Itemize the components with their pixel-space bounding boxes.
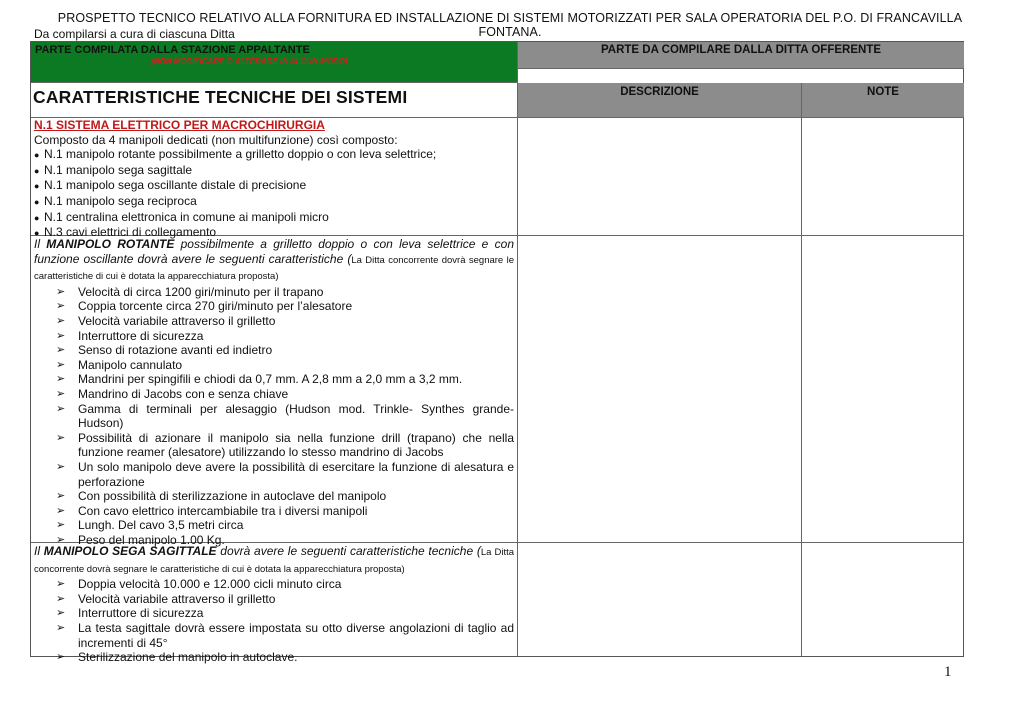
list-item-text: N.1 manipolo sega sagittale: [44, 162, 193, 177]
arrow-bullet-icon: ➢: [56, 651, 66, 664]
list-item-text: N.3 cavi elettrici di collegamento: [44, 225, 217, 240]
section-1-list: [34, 147, 514, 241]
list-item: [56, 358, 514, 373]
bullet-icon: ●: [34, 228, 40, 239]
arrow-bullet-icon: ➢: [56, 578, 66, 591]
section-3-lead-bold: MANIPOLO SEGA SAGITTALE: [43, 544, 217, 558]
list-item-text: Gamma di terminali per alesaggio (Hudson mod. Trinkle- Synthes grande-Hudson): [78, 401, 514, 431]
list-item-text: Velocità variabile attraverso il grilletto: [78, 591, 276, 606]
list-item: [56, 606, 514, 621]
notes-label: NOTE: [867, 86, 899, 98]
arrow-bullet-icon: ➢: [56, 344, 66, 357]
section-2-lead-small: La Ditta concorrente dovrà segnare le caratteristiche di cui è dotata la apparecchiatura proposta): [34, 254, 514, 283]
notes-column-header: [802, 83, 964, 117]
arrow-bullet-icon: ➢: [56, 504, 66, 517]
section-3-lead: [34, 544, 514, 577]
arrow-bullet-icon: ➢: [56, 607, 66, 620]
arrow-bullet-icon: ➢: [56, 373, 66, 386]
list-item-text: Sterilizzazione del manipolo in autoclave.: [78, 650, 298, 665]
section-3-lead-pre: Il: [34, 544, 44, 558]
bullet-icon: ●: [34, 165, 40, 176]
list-item-text: Senso di rotazione avanti ed indietro: [78, 343, 273, 358]
contracting-authority-label: PARTE COMPILATA DALLA STAZIONE APPALTANTE: [35, 44, 310, 56]
list-item-text: Interruttore di sicurezza: [78, 328, 204, 343]
section-3-list: [56, 577, 514, 665]
list-item: [56, 431, 514, 460]
arrow-bullet-icon: ➢: [56, 592, 66, 605]
arrow-bullet-icon: ➢: [56, 533, 66, 546]
section-3-lead-italic: dovrà avere le seguenti caratteristiche tecniche (: [216, 544, 481, 558]
arrow-bullet-icon: ➢: [56, 402, 66, 415]
section-1-heading: N.1 SISTEMA ELETTRICO PER MACROCHIRURGIA: [34, 118, 325, 132]
list-item-text: Doppia velocità 10.000 e 12.000 cicli minuto circa: [78, 577, 342, 592]
section-3-cell: [34, 544, 514, 665]
arrow-bullet-icon: ➢: [56, 621, 66, 634]
arrow-bullet-icon: ➢: [56, 519, 66, 532]
arrow-bullet-icon: ➢: [56, 329, 66, 342]
list-item: [34, 147, 514, 163]
arrow-bullet-icon: ➢: [56, 285, 66, 298]
section-2-lead-italic: possibilmente a grilletto doppio o con leva selettrice e con funzione oscillante dovrà avere le seguenti caratteristiche (: [34, 237, 514, 266]
description-label: DESCRIZIONE: [620, 86, 699, 98]
list-item: [56, 577, 514, 592]
list-item-text: Un solo manipolo deve avere la possibilità di esercitare la funzione di alesatura e perforazione: [78, 459, 514, 489]
list-item-text: Coppia torcente circa 270 giri/minuto per l’alesatore: [78, 299, 353, 314]
list-item-text: Velocità variabile attraverso il grilletto: [78, 313, 276, 328]
arrow-bullet-icon: ➢: [56, 300, 66, 313]
section-2-list: [56, 285, 514, 548]
section-1-intro: Composto da 4 manipoli dedicati (non multifunzione) così composto:: [34, 132, 398, 147]
bullet-icon: ●: [34, 150, 40, 161]
list-item-text: N.1 manipolo rotante possibilmente a grilletto doppio o con leva selettrice;: [44, 147, 437, 162]
list-item-text: Peso del manipolo 1.00 Kg.: [78, 532, 225, 547]
list-item-text: Mandrino di Jacobs con e senza chiave: [78, 386, 289, 401]
section-2-cell: [34, 237, 514, 547]
do-not-modify-note: (NON MODIFICARE O ALTERARE IN ALCUN MODO): [151, 57, 348, 66]
section-2-lead-pre: Il: [34, 237, 47, 251]
column-divider-1: [517, 42, 518, 656]
bullet-icon: ●: [34, 181, 40, 192]
list-item: [56, 402, 514, 431]
list-item-text: Mandrini per spingifili e chiodi da 0,7 mm. A 2,8 mm a 2,0 mm a 3,2 mm.: [78, 372, 463, 387]
list-item: [56, 285, 514, 300]
list-item-text: Con possibilità di sterilizzazione in autoclave del manipolo: [78, 489, 387, 504]
description-column-header: [518, 83, 801, 117]
list-item: [56, 621, 514, 650]
arrow-bullet-icon: ➢: [56, 490, 66, 503]
bidder-header: [518, 42, 964, 68]
list-item-text: Possibilità di azionare il manipolo sia nella funzione drill (trapano) che nella funzione reamer (alesatore) utilizzando lo stesso mandrino di Jacobs: [78, 430, 514, 460]
list-item: [34, 194, 514, 210]
arrow-bullet-icon: ➢: [56, 314, 66, 327]
list-item-text: Manipolo cannulato: [78, 357, 183, 372]
list-item-text: Interruttore di sicurezza: [78, 606, 204, 621]
spec-table: [30, 41, 964, 665]
section-2-lead: [34, 237, 514, 285]
column-divider-2: [801, 83, 802, 656]
list-item: [56, 343, 514, 358]
bullet-icon: ●: [34, 212, 40, 223]
list-item-text: Velocità di circa 1200 giri/minuto per il trapano: [78, 284, 324, 299]
row-divider-bidder: [518, 68, 964, 69]
contracting-authority-header: [31, 42, 517, 82]
arrow-bullet-icon: ➢: [56, 387, 66, 400]
section-3-lead-small: La Ditta concorrente dovrà segnare le caratteristiche di cui è dotata la apparecchiatura proposta): [34, 547, 515, 575]
list-item: [56, 314, 514, 329]
list-item: [56, 592, 514, 607]
list-item-text: N.1 centralina elettronica in comune ai manipoli micro: [44, 209, 329, 224]
row-divider-title: [31, 82, 517, 83]
list-item-text: N.1 manipolo sega reciproca: [44, 193, 197, 208]
list-item: [56, 329, 514, 344]
document-title: PROSPETTO TECNICO RELATIVO ALLA FORNITURA ED INSTALLAZIONE DI SISTEMI MOTORIZZATI PER SALA OPERATORIA DEL P.O. DI FRANCAVILLA FONTANA.: [57, 11, 963, 39]
section-1-cell: [34, 118, 514, 241]
list-item: [56, 299, 514, 314]
list-item-text: Lungh. Del cavo 3,5 metri circa: [78, 518, 244, 533]
document-subtitle: Da compilarsi a cura di ciascuna Ditta: [34, 27, 235, 41]
arrow-bullet-icon: ➢: [56, 358, 66, 371]
list-item: [56, 387, 514, 402]
bidder-label: PARTE DA COMPILARE DALLA DITTA OFFERENTE: [600, 44, 882, 56]
list-item-text: N.1 manipolo sega oscillante distale di precisione: [44, 178, 307, 193]
list-item: [56, 504, 514, 519]
arrow-bullet-icon: ➢: [56, 460, 66, 473]
list-item: [56, 650, 514, 665]
page-number: 1: [944, 664, 952, 680]
list-item: [56, 372, 514, 387]
arrow-bullet-icon: ➢: [56, 431, 66, 444]
list-item: [34, 178, 514, 194]
list-item: [34, 163, 514, 179]
list-item: [56, 489, 514, 504]
main-title: CARATTERISTICHE TECNICHE DEI SISTEMI: [33, 87, 408, 107]
list-item: [56, 518, 514, 533]
section-2-lead-bold: MANIPOLO ROTANTE: [46, 237, 175, 251]
list-item-text: La testa sagittale dovrà essere impostata su otto diverse angolazioni di taglio ad incrementi di 45°: [78, 620, 514, 650]
list-item-text: Con cavo elettrico intercambiabile tra i diversi manipoli: [78, 503, 368, 518]
list-item: [34, 210, 514, 226]
list-item: [56, 460, 514, 489]
bullet-icon: ●: [34, 196, 40, 207]
